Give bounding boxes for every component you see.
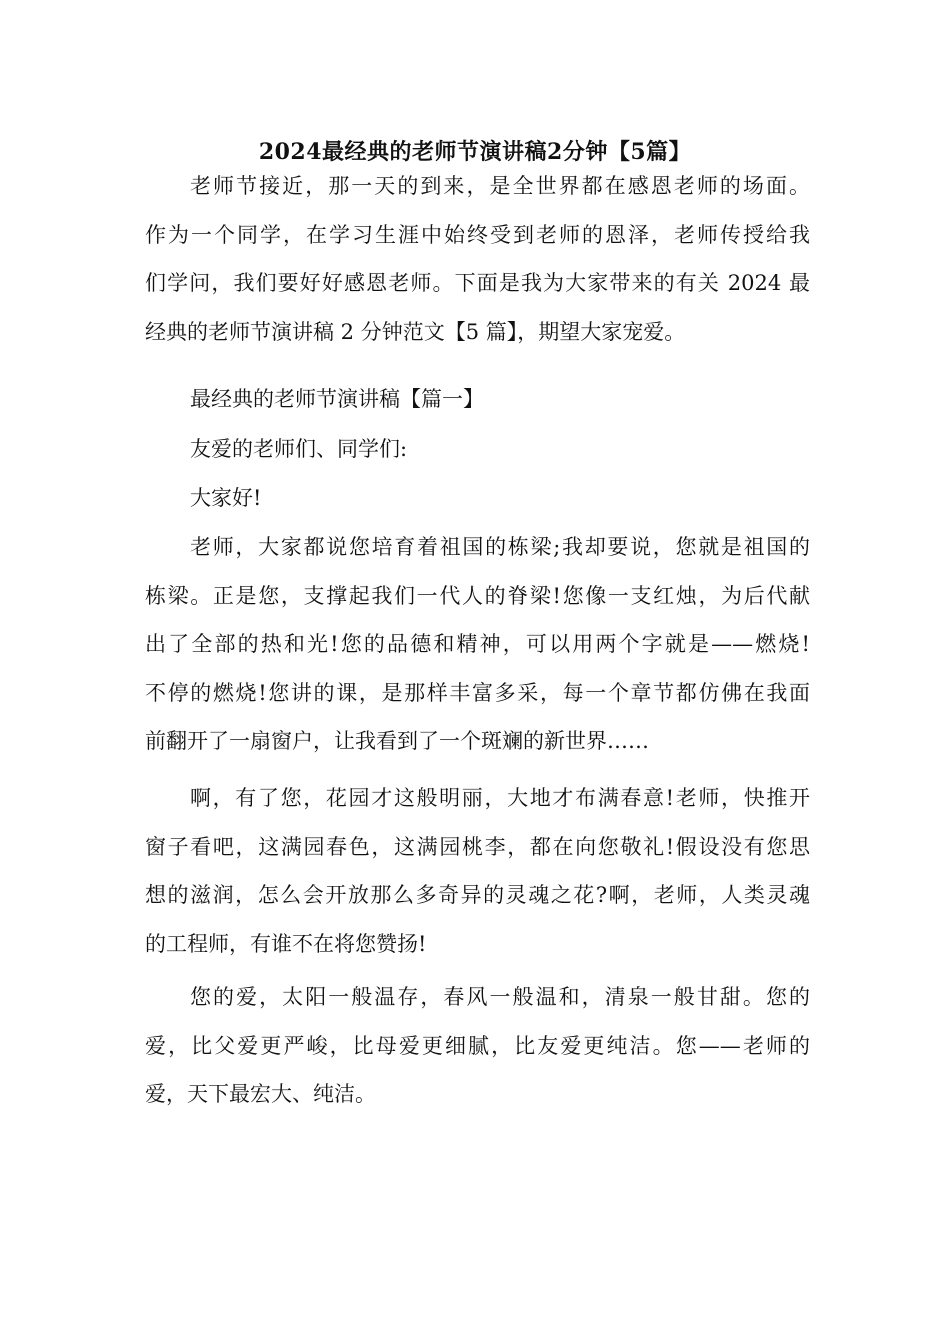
paragraph-line: 老师，大家都说您培育着祖国的栋梁;我却要说，您就是祖国的 — [190, 535, 810, 559]
salutation-block — [145, 425, 810, 474]
paragraph-line: 不停的燃烧!您讲的课，是那样丰富多采，每一个章节都仿佛在我面 — [145, 680, 810, 705]
intro-paragraph — [145, 162, 810, 356]
paragraph-line: 啊，有了您，花园才这般明丽，大地才布满春意!老师，快推开 — [190, 786, 810, 810]
paragraph-line: 出了全部的热和光!您的品德和精神，可以用两个字就是——燃烧! — [145, 632, 810, 657]
paragraph-line: 您的爱，太阳一般温存，春风一般温和，清泉一般甘甜。您的 — [190, 985, 810, 1009]
greeting-block — [145, 474, 810, 523]
paragraph-line: 的工程师，有谁不在将您赞扬! — [145, 931, 427, 956]
intro-line: 作为一个同学，在学习生涯中始终受到老师的恩泽，老师传授给我 — [145, 222, 810, 247]
section-heading: 最经典的老师节演讲稿【篇一】 — [190, 387, 484, 411]
body-paragraph-1 — [145, 523, 810, 766]
paragraph-line: 栋梁。正是您，支撑起我们一代人的脊梁!您像一支红烛，为后代献 — [145, 583, 810, 608]
section-heading-block — [145, 375, 810, 424]
paragraph-line: 前翻开了一扇窗户，让我看到了一个斑斓的新世界…… — [145, 729, 649, 754]
salutation: 友爱的老师们、同学们: — [190, 437, 408, 461]
paragraph-line: 窗子看吧，这满园春色，这满园桃李，都在向您敬礼!假设没有您思 — [145, 834, 810, 859]
document-title: 2024最经典的老师节演讲稿2分钟【5篇】 — [258, 139, 692, 165]
intro-line: 们学问，我们要好好感恩老师。下面是我为大家带来的有关 2024 最 — [145, 271, 810, 296]
body-paragraph-3 — [145, 973, 810, 1119]
intro-line: 经典的老师节演讲稿 2 分钟范文【5 篇】，期望大家宠爱。 — [145, 319, 686, 344]
body-paragraph-2 — [145, 774, 810, 968]
paragraph-line: 爱，比父爱更严峻，比母爱更细腻，比友爱更纯洁。您——老师的 — [145, 1033, 810, 1058]
greeting: 大家好! — [190, 486, 262, 510]
paragraph-line: 想的滋润，怎么会开放那么多奇异的灵魂之花?啊，老师，人类灵魂 — [145, 883, 810, 908]
paragraph-line: 爱，天下最宏大、纯洁。 — [145, 1082, 376, 1107]
intro-line: 老师节接近，那一天的到来，是全世界都在感恩老师的场面。 — [190, 174, 810, 198]
